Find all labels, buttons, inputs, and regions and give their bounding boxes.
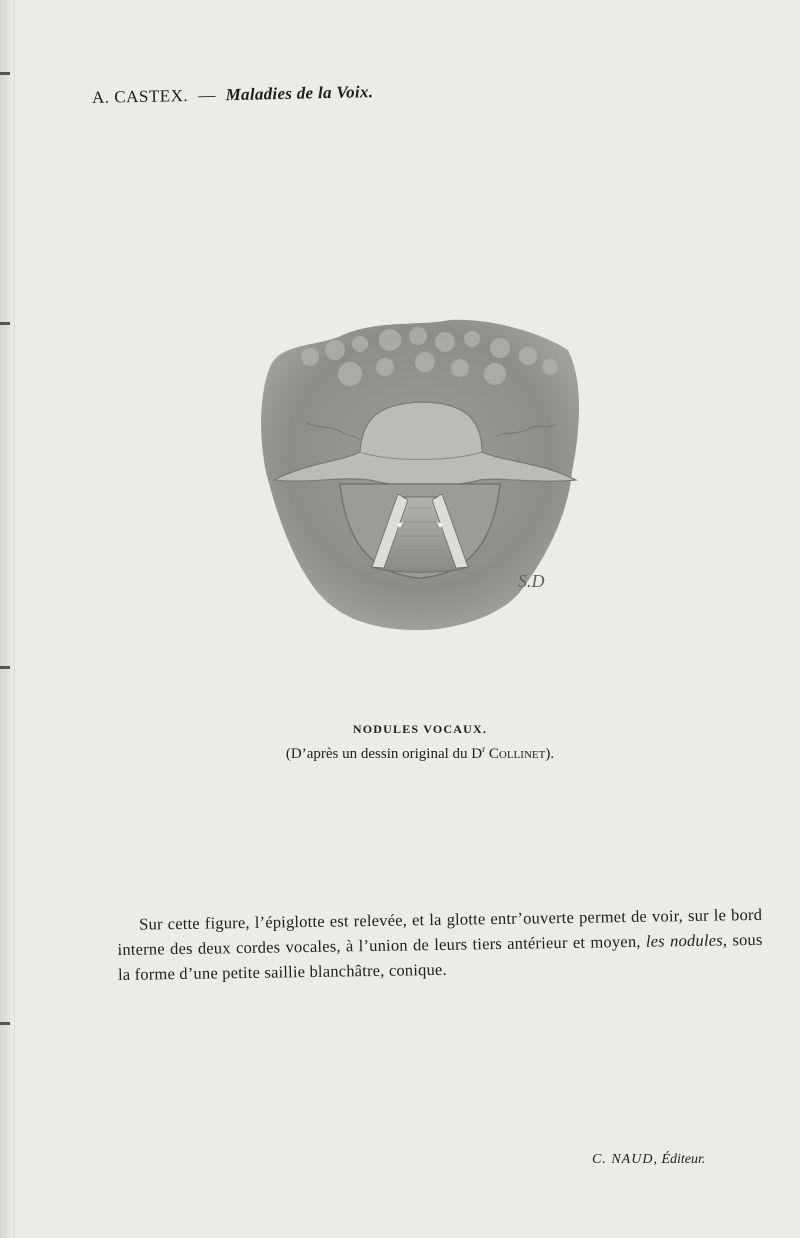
running-header	[92, 82, 374, 108]
header-dash: —	[198, 85, 216, 105]
figure-illustration	[250, 312, 590, 636]
publisher-imprint	[592, 1152, 705, 1168]
paragraph-italic-term: les nodules	[645, 930, 723, 951]
page-binding-edge	[0, 0, 15, 1238]
larynx-drawing	[250, 312, 590, 636]
margin-tick	[0, 322, 10, 325]
caption-suffix: ).	[545, 746, 555, 762]
margin-tick	[0, 72, 10, 75]
margin-tick	[0, 666, 10, 669]
artist-signature: S.D	[518, 571, 545, 591]
publisher-role: Éditeur.	[661, 1152, 706, 1167]
paragraph-text-start: Sur cette figure, l’épiglotte est relevée, et la glotte entr’ouverte permet de voir, sur le bord interne des deux cordes vocales, à l’union de leurs tiers antérieur et moyen,	[117, 904, 763, 959]
publisher-name: C. NAUD,	[592, 1152, 658, 1167]
header-author: A. CASTEX.	[91, 85, 189, 107]
figure-caption-source	[0, 744, 800, 763]
description-paragraph	[117, 902, 763, 987]
caption-superscript: r	[482, 744, 486, 754]
caption-prefix: (D’après un dessin original du D	[285, 746, 483, 762]
caption-name: Collinet	[485, 746, 546, 762]
margin-tick	[0, 1022, 10, 1025]
paragraph-text-end: , sous la forme d’une petite saillie blanchâtre, conique.	[117, 929, 763, 984]
header-book-title: Maladies de la Voix.	[225, 82, 374, 105]
figure-caption-title: NODULES VOCAUX.	[352, 722, 488, 736]
